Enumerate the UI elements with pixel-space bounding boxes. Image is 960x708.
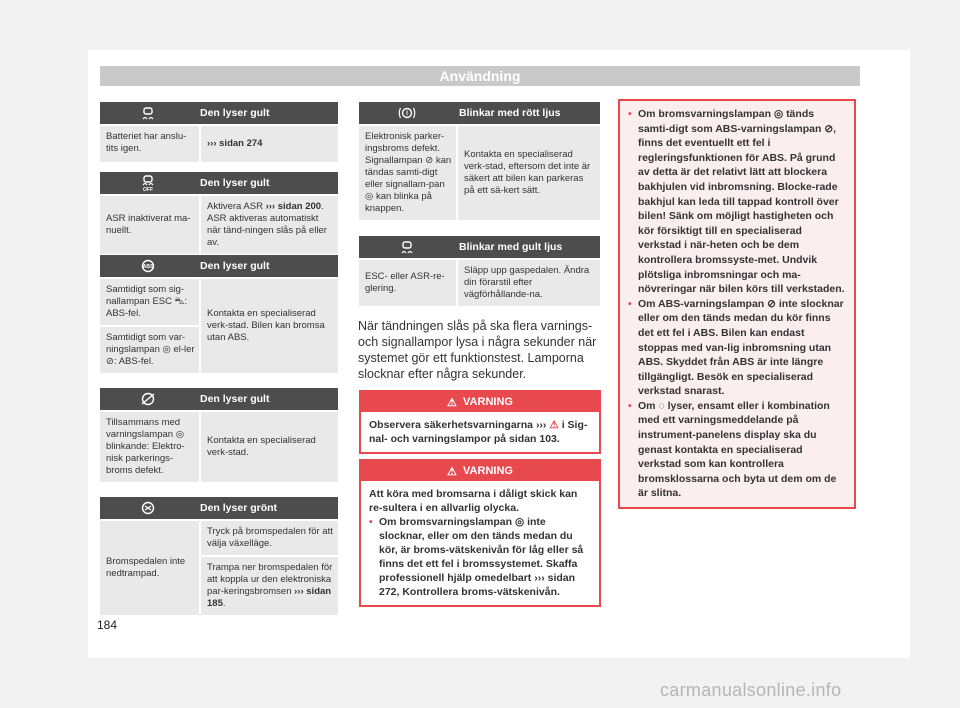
action-text: Aktivera ASR ››› sidan 200. ASR aktiveras automatiskt när tänd-ningen slås på eller av. [199, 196, 338, 254]
warning-title: VARNING [463, 396, 513, 408]
parking-brake-off-icon: ⊘ [425, 155, 434, 166]
action-text: Släpp upp gaspedalen. Ändra din förarstil efter vägförhållande-na. [456, 260, 600, 306]
warning-triangle-icon: ⚠ [447, 396, 457, 409]
action-text: ››› sidan 274 [199, 126, 338, 162]
svg-text:OFF: OFF [143, 187, 153, 191]
page-link[interactable]: sidan 274 [219, 138, 263, 149]
page-link[interactable]: sidan 185 [207, 586, 332, 609]
brake-pad-icon: ◌ [658, 399, 665, 412]
action-text: Tryck på bromspedalen för att välja växelläge. [207, 526, 333, 549]
esc-car-icon [100, 106, 196, 120]
table-4 [100, 388, 338, 482]
brake-warning-icon: ◎ [175, 429, 185, 440]
warning-continuation-box [618, 99, 856, 509]
foot-brake-icon [100, 501, 196, 515]
parking-brake-off-icon [100, 392, 196, 406]
warning-box-2 [359, 459, 601, 607]
action-text: Kontakta en specialiserad verk-stad. Bilen kan bromsa utan ABS. [199, 279, 338, 373]
esc-car-icon [359, 240, 455, 254]
table-7 [359, 236, 600, 306]
svg-text:ABS: ABS [142, 264, 154, 270]
warning-text: Observera säkerhetsvarningarna ››› ⚠ i Sig-nal- och varningslampor på sidan 103. [369, 419, 588, 445]
watermark: carmanualsonline.info [660, 680, 842, 700]
page-link[interactable]: i Sig-nal- och varningslampor på sidan 103. [369, 419, 588, 445]
condition-text: Bromspedalen inte nedtrampad. [106, 556, 186, 579]
warning-bullet: • Om ◌ lyser, ensamt eller i kombination med ett varningsmeddelande på instrument-panelens display ska du genast kontakta en specialiserad verkstad som kan kontrollera bromsklossarna och byta ut dem om de är slitna. [628, 399, 846, 501]
abs-icon: ⊘ [824, 122, 834, 135]
table-6 [359, 102, 600, 220]
table-title: Den lyser gult [200, 107, 270, 119]
condition-text: Batteriet har anslu-tits igen. [106, 131, 187, 154]
warning-title: VARNING [463, 465, 513, 477]
condition-text: Samtidigt som var-ningslampan ◎ el-ler ⊘: ABS-fel. [100, 325, 199, 373]
warning-triangle-icon: ⚠ [549, 419, 559, 431]
table-title: Blinkar med rött ljus [459, 107, 561, 119]
brake-warning-icon: ◎ [514, 516, 525, 528]
table-5 [100, 497, 338, 615]
abs-icon: ⊘ [106, 356, 114, 367]
esc-off-icon [100, 175, 196, 191]
table-1 [100, 102, 338, 162]
brake-warning-icon: ◎ [162, 344, 171, 355]
page-link[interactable]: sidan 272, Kontrollera broms-vätskenivån [379, 572, 576, 598]
svg-text:!: ! [405, 110, 409, 118]
warning-bullet: • Om ABS-varningslampan ⊘ inte slocknar eller om den tänds medan du kör finns det ett fel i ABS. Bilen kan endast stoppas med van-lig inbromsning utan ABS. Skyddet från ABS är inte längre tillgängligt. Besök en specialiserad verkstad snarast. [628, 297, 846, 399]
abs-icon: ⊘ [767, 297, 776, 310]
action-text: Kontakta en specialiserad verk-stad. [199, 412, 338, 482]
action-text: Kontakta en specialiserad verk-stad, eftersom det inte är säkert att bilen kan parkeras på ett sä-kert sätt. [456, 126, 600, 220]
warning-bullet: • Om bromsvarningslampan ◎ inte slocknar, eller om den tänds medan du kör, är broms-vätskenivån för låg eller så finns det ett fel i bromssystemet. Skaffa professionell hjälp omedelbart ››› sidan 272, Kontrollera broms-vätskenivån. [369, 515, 591, 599]
brake-warning-icon: ◎ [773, 108, 784, 120]
page-number: 184 [97, 618, 118, 632]
warning-triangle-icon: ⚠ [447, 465, 457, 478]
warning-box-1 [359, 390, 601, 454]
condition-text: ASR inaktiverat ma-nuellt. [106, 213, 191, 236]
table-title: Den lyser grönt [200, 502, 278, 514]
condition-text: ESC- eller ASR-re-glering. [365, 271, 445, 294]
warning-bullet: • Om bromsvarningslampan ◎ tänds samti-digt som ABS-varningslampan ⊘, finns det eventuellt ett fel i regleringsfunktionen för ABS. På grund av detta är det relativt lätt att blockera bakhjulen vid inbromsning. Blocke-rade bakhjul kan leda till tappad kontroll över bilen! Sänk om möjligt hastigheten och kör försiktigt till en specialiserad verkstad i när-heten och be dem kontrollera bromssyste-met. Undvik plötsliga inbromsningar och ma-növreringar när bilen körs till verkstaden. [628, 107, 846, 297]
table-title: Den lyser gult [200, 177, 270, 189]
table-2 [100, 172, 338, 254]
table-title: Den lyser gult [200, 393, 270, 405]
table-3 [100, 255, 338, 373]
action-text: Trampa ner bromspedalen för att koppla ur den elektroniska par-keringsbromsen ››› sidan 185. [201, 555, 338, 615]
brake-warning-icon [359, 106, 455, 120]
section-header: Användning [100, 66, 860, 86]
intro-paragraph: När tändningen slås på ska flera varnings- och signallampor lysa i några sekunder när systemet gör ett funktionstest. Lamporna slocknar efter några sekunder. [358, 319, 597, 381]
condition-text: Elektronisk parker-ingsbroms defekt. Signallampan ⊘ kan tändas samti-digt eller signallam-pan ◎ kan blinka på knappen. [365, 131, 452, 214]
condition-text: Samtidigt som sig-nallampan ESC ⛍: ABS-fel. [106, 284, 188, 319]
page-link[interactable]: sidan 200 [277, 201, 322, 212]
brake-warning-icon: ◎ [365, 191, 374, 202]
table-title: Den lyser gult [200, 260, 270, 272]
table-title: Blinkar med gult ljus [459, 241, 563, 253]
esc-car-icon: ⛍ [174, 296, 185, 307]
warning-lead: Att köra med bromsarna i dåligt skick kan re-sultera i en allvarlig olycka. [369, 488, 578, 514]
condition-text: Tillsammans med varningslampan ◎ blinkande: Elektro-nisk parkerings-broms defekt. [106, 417, 185, 476]
abs-icon [100, 259, 196, 273]
